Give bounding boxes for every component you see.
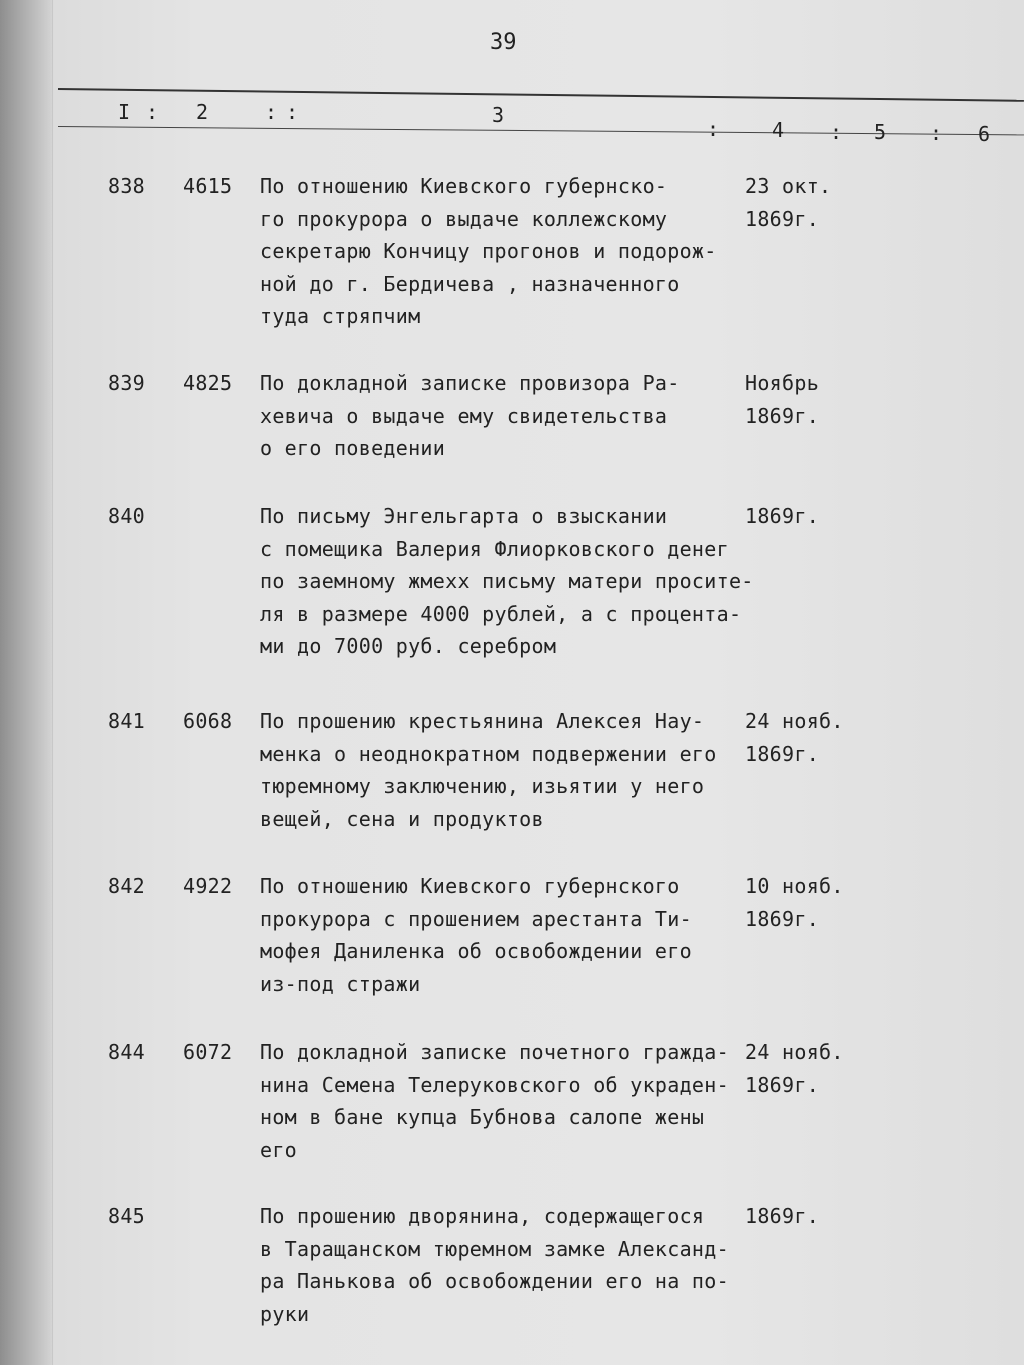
page-number: 39 <box>490 30 517 55</box>
column-separator: : <box>930 121 943 145</box>
entry-date <box>745 500 819 533</box>
column-header-3: 3 <box>492 103 505 127</box>
description-line: ля в размере 4000 рублей, а с процента- <box>260 601 742 626</box>
entry-code: 4615 <box>183 174 233 198</box>
entry-code: 6072 <box>183 1040 233 1064</box>
description-line: По прошению крестьянина Алексея Нау- <box>260 709 705 733</box>
date-line: 1869г. <box>745 403 820 428</box>
description-line: тюремному заключению, изьятии у него <box>260 774 705 798</box>
entry-code: 6068 <box>183 709 233 733</box>
description-line: по заемному жмехх письму матери просите- <box>260 569 754 593</box>
entry-number: 845 <box>108 1204 146 1228</box>
date-line: 24 нояб. <box>745 709 844 733</box>
date-line: 1869г. <box>745 741 820 766</box>
date-line: 23 окт. <box>745 174 832 198</box>
date-line: 1869г. <box>745 1072 820 1097</box>
entry-date <box>745 870 844 935</box>
entry-date <box>745 705 844 770</box>
description-line: По докладной записке почетного гражда- <box>260 1040 729 1064</box>
description-line: руки <box>260 1301 310 1326</box>
entry-date <box>745 1036 844 1101</box>
column-separator: : <box>286 100 299 124</box>
description-line: секретарю Кончицу прогонов и подорож- <box>260 239 717 263</box>
column-header-6: 6 <box>978 122 991 146</box>
entry-description <box>260 870 692 1000</box>
date-line: 1869г. <box>745 504 820 528</box>
column-header-4: 4 <box>772 118 785 142</box>
entry-description <box>260 1036 729 1166</box>
description-line: го прокурора о выдаче коллежскому <box>260 206 668 231</box>
entry-description <box>260 1200 729 1330</box>
description-line: мофея Даниленка об освобождении его <box>260 939 692 963</box>
entry-code: 4825 <box>183 371 233 395</box>
description-line: хевича о выдаче ему свидетельства <box>260 403 668 428</box>
description-line: вещей, сена и продуктов <box>260 806 544 831</box>
description-line: с помещика Валерия Флиорковского денег <box>260 536 729 561</box>
date-line: 1869г. <box>745 1204 820 1228</box>
description-line: о его поведении <box>260 436 446 460</box>
column-header-1: I <box>118 100 131 124</box>
date-line: Ноябрь <box>745 371 820 395</box>
entry-description <box>260 170 717 333</box>
description-line: По докладной записке провизора Ра- <box>260 371 680 395</box>
entry-number: 841 <box>108 709 146 733</box>
description-line: менка о неоднократном подвержении его <box>260 741 717 766</box>
entry-date <box>745 1200 819 1233</box>
entry-number: 844 <box>108 1040 146 1064</box>
entry-number: 842 <box>108 874 146 898</box>
description-line: ра Панькова об освобождении его на по- <box>260 1269 729 1293</box>
description-line: По письму Энгельгарта о взыскании <box>260 504 668 528</box>
date-line: 1869г. <box>745 206 820 231</box>
description-line: его <box>260 1137 298 1162</box>
column-separator: : <box>707 117 720 141</box>
description-line: ми до 7000 руб. серебром <box>260 634 557 658</box>
description-line: По прошению дворянина, содержащегося <box>260 1204 705 1228</box>
description-line: прокурора с прошением арестанта Ти- <box>260 906 692 931</box>
entry-description <box>260 500 754 663</box>
description-line: в Таращанском тюремном замке Александ- <box>260 1236 729 1261</box>
date-line: 10 нояб. <box>745 874 844 898</box>
page-binding <box>0 0 53 1365</box>
column-separator: : <box>830 120 843 144</box>
description-line: ной до г. Бердичева , назначенного <box>260 271 680 296</box>
entry-number: 839 <box>108 371 146 395</box>
description-line: По отношению Киевского губернско- <box>260 174 668 198</box>
description-line: из-под стражи <box>260 971 421 996</box>
description-line: ном в бане купца Бубнова салопе жены <box>260 1105 705 1129</box>
description-line: туда стряпчим <box>260 304 421 328</box>
entry-number: 840 <box>108 504 146 528</box>
column-header-2: 2 <box>196 100 209 124</box>
description-line: нина Семена Телеруковского об украден- <box>260 1072 729 1097</box>
date-line: 24 нояб. <box>745 1040 844 1064</box>
description-line: По отношению Киевского губернского <box>260 874 680 898</box>
date-line: 1869г. <box>745 906 820 931</box>
entry-number: 838 <box>108 174 146 198</box>
column-separator: : <box>265 100 278 124</box>
entry-code: 4922 <box>183 874 233 898</box>
entry-date <box>745 170 831 235</box>
entry-description <box>260 367 680 465</box>
column-header-5: 5 <box>874 120 887 144</box>
entry-description <box>260 705 717 835</box>
entry-date <box>745 367 819 432</box>
column-separator: : <box>146 100 159 124</box>
